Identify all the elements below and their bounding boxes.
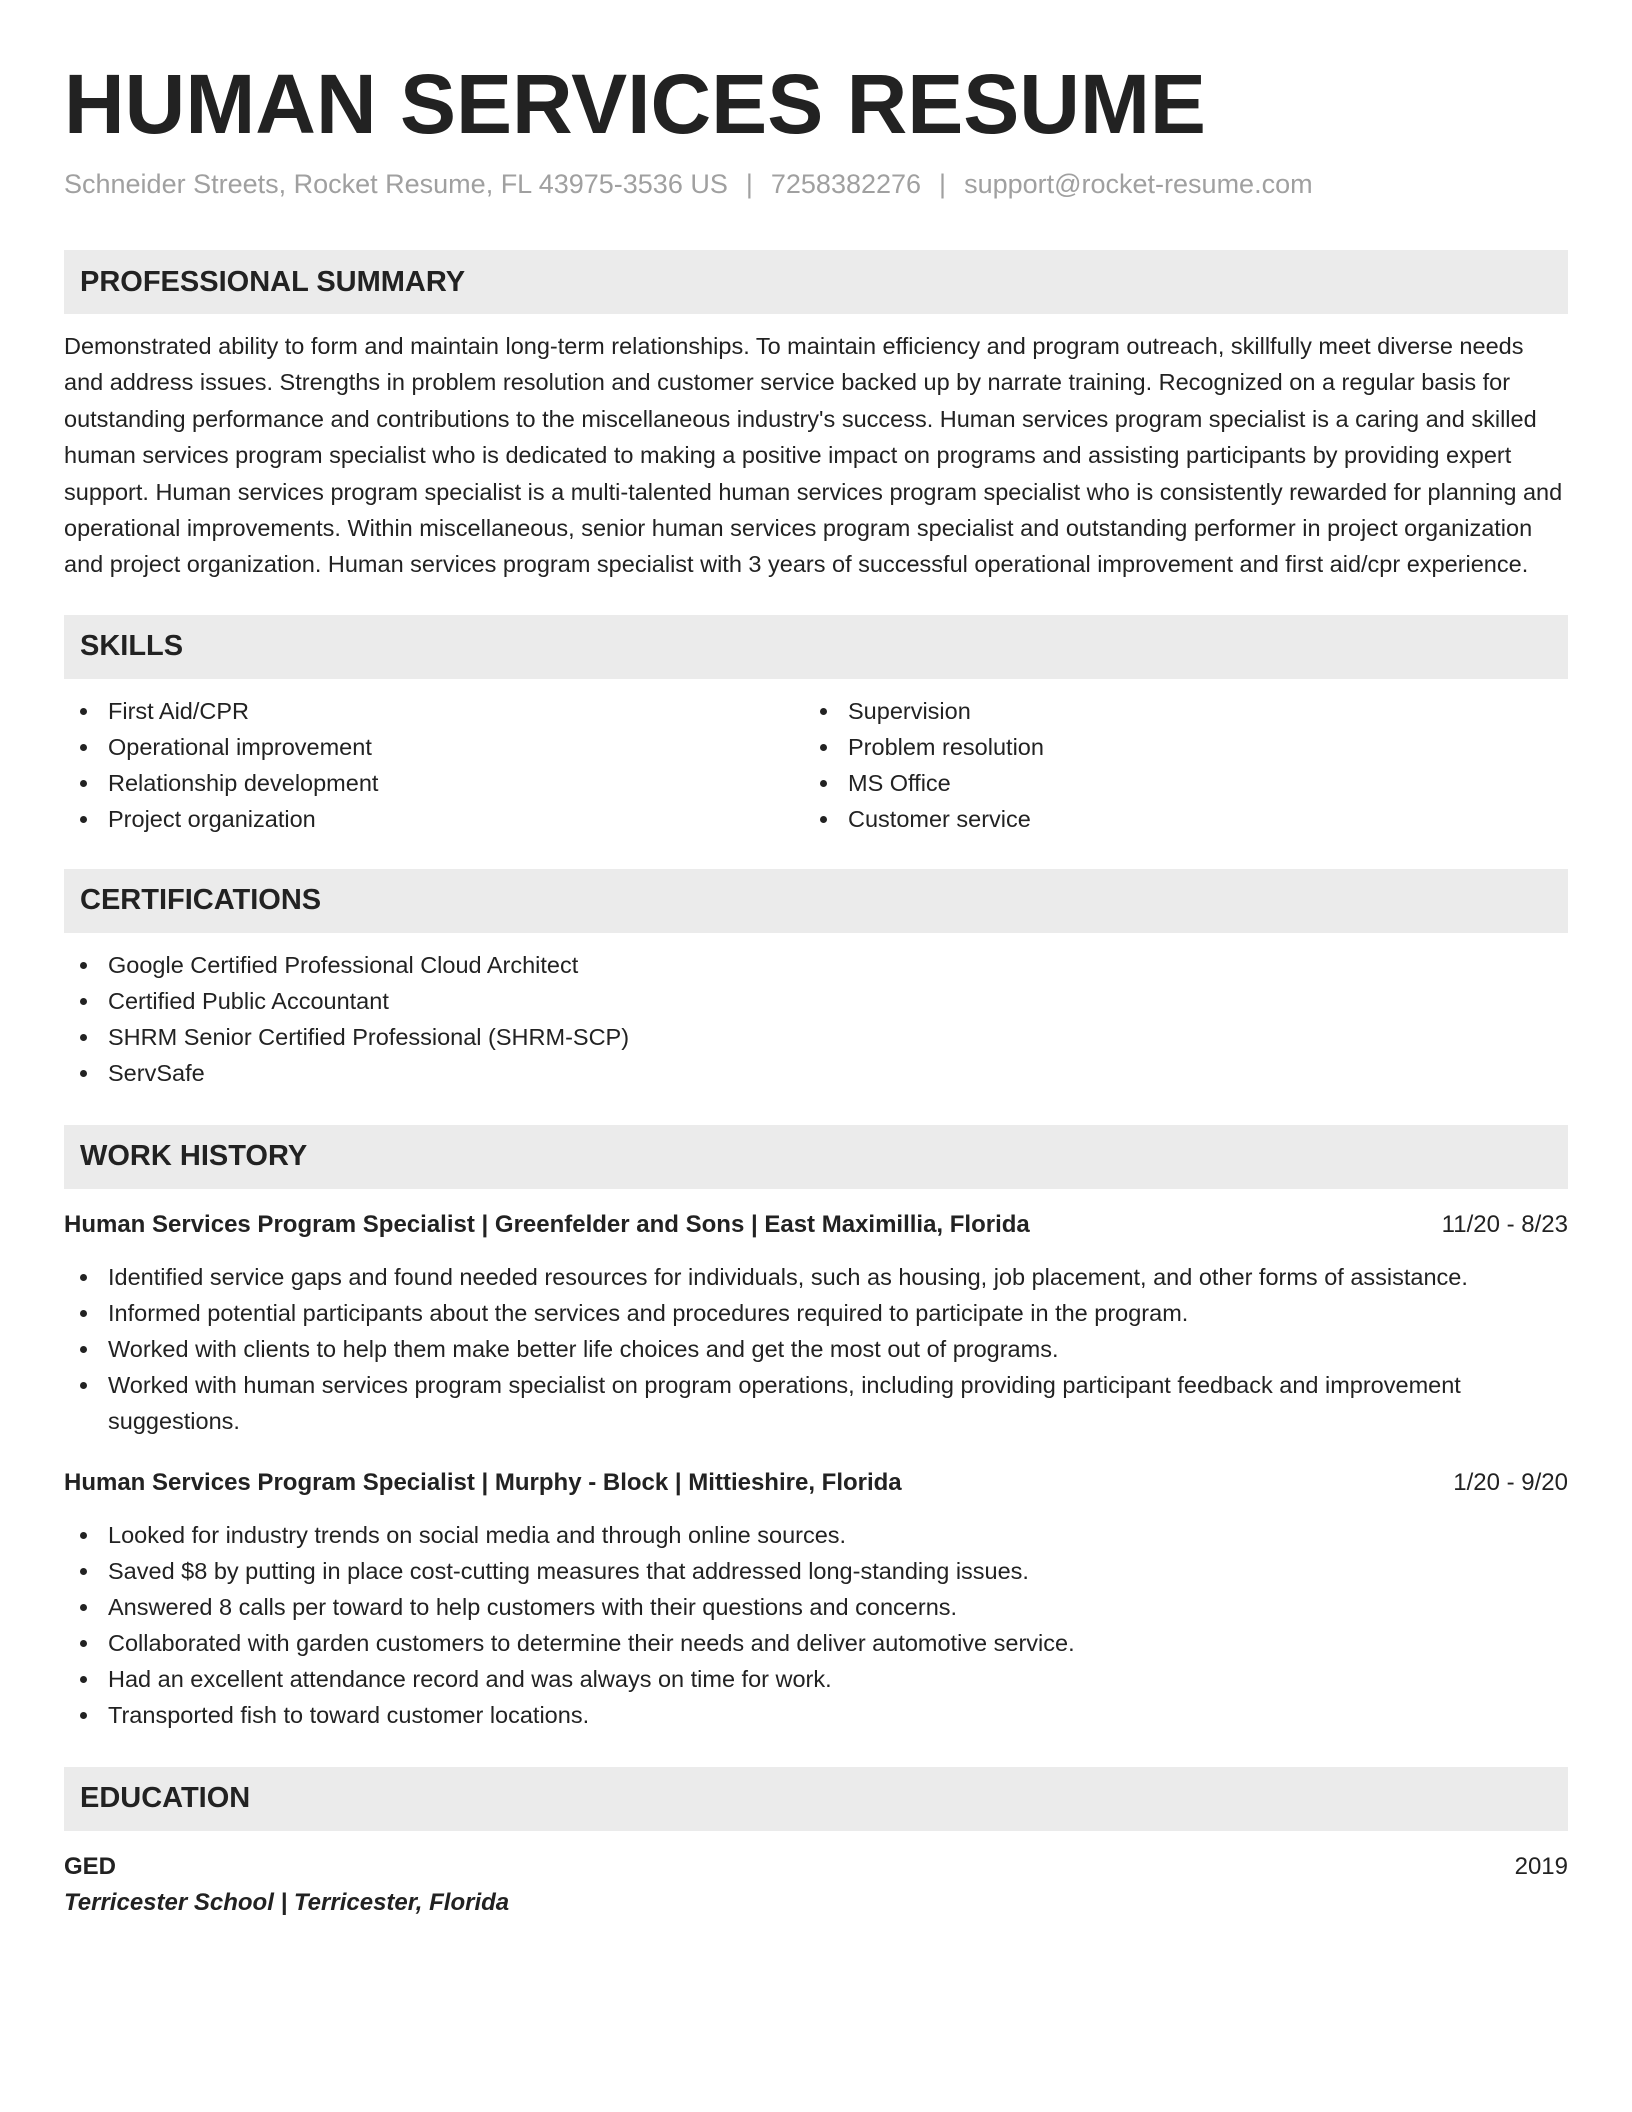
skills-column-left	[64, 693, 804, 837]
job-dates: 1/20 - 9/20	[1453, 1468, 1568, 1496]
job-bullet: Identified service gaps and found needed resources for individuals, such as housing, job placement, and other forms of assistance.	[64, 1259, 1568, 1295]
job-title: Human Services Program Specialist | Murphy - Block | Mittieshire, Florida	[64, 1468, 902, 1496]
summary-text: Demonstrated ability to form and maintain long-term relationships. To maintain efficiency and program outreach, skillfully meet diverse needs and address issues. Strengths in problem resolution and customer service backed up by narrate training. Recognized on a regular basis for outstanding performance and contributions to the miscellaneous industry's success. Human services program specialist is a caring and skilled human services program specialist who is dedicated to making a positive impact on programs and assisting participants by providing expert support. Human services program specialist is a multi-talented human services program specialist who is consistently rewarded for planning and operational improvements. Within miscellaneous, senior human services program specialist and outstanding performer in project organization and project organization. Human services program specialist with 3 years of successful operational improvement and first aid/cpr experience.	[64, 333, 1563, 578]
skill-item: Supervision	[804, 693, 1544, 729]
job-bullet: Looked for industry trends on social media and through online sources.	[64, 1517, 1568, 1553]
certification-item: SHRM Senior Certified Professional (SHRM-SCP)	[64, 1019, 1568, 1055]
education-school: Terricester School | Terricester, Florida	[64, 1888, 510, 1916]
job-bullet: Had an excellent attendance record and was always on time for work.	[64, 1661, 1568, 1697]
certification-item: Certified Public Accountant	[64, 983, 1568, 1019]
education-entry	[64, 1849, 1568, 1921]
skill-item: First Aid/CPR	[64, 693, 804, 729]
job-entry	[64, 1465, 1568, 1733]
job-header	[64, 1465, 1568, 1501]
job-bullets	[64, 1517, 1568, 1733]
education-heading: EDUCATION	[64, 1767, 1568, 1831]
job-entry	[64, 1207, 1568, 1439]
job-title: Human Services Program Specialist | Greenfelder and Sons | East Maximillia, Florida	[64, 1210, 1030, 1238]
certification-item: ServSafe	[64, 1055, 1568, 1091]
job-bullet: Answered 8 calls per toward to help customers with their questions and concerns.	[64, 1589, 1568, 1625]
job-bullet: Worked with human services program specialist on program operations, including providing participant feedback and improvement suggestions.	[64, 1367, 1568, 1439]
skills-column-right	[804, 693, 1544, 837]
contact-email: support@rocket-resume.com	[964, 169, 1313, 199]
job-bullet: Collaborated with garden customers to determine their needs and deliver automotive service.	[64, 1625, 1568, 1661]
job-bullet: Saved $8 by putting in place cost-cutting measures that addressed long-standing issues.	[64, 1553, 1568, 1589]
job-bullet: Informed potential participants about the services and procedures required to participate in the program.	[64, 1295, 1568, 1331]
job-bullet: Transported fish to toward customer locations.	[64, 1697, 1568, 1733]
certifications-list	[64, 947, 1568, 1091]
skill-item: Operational improvement	[64, 729, 804, 765]
summary-heading: PROFESSIONAL SUMMARY	[64, 250, 1568, 314]
contact-separator: |	[745, 169, 753, 199]
contact-separator: |	[939, 169, 947, 199]
job-bullet: Worked with clients to help them make better life choices and get the most out of programs.	[64, 1331, 1568, 1367]
contact-phone: 7258382276	[770, 169, 922, 199]
certifications-heading: CERTIFICATIONS	[64, 869, 1568, 933]
skill-item: Project organization	[64, 801, 804, 837]
skills-heading: SKILLS	[64, 615, 1568, 679]
skill-item: Problem resolution	[804, 729, 1544, 765]
skill-item: Customer service	[804, 801, 1544, 837]
skill-item: Relationship development	[64, 765, 804, 801]
work-history-heading: WORK HISTORY	[64, 1125, 1568, 1189]
contact-line	[64, 166, 1568, 202]
job-dates: 11/20 - 8/23	[1441, 1210, 1568, 1238]
skills-list	[64, 693, 1568, 837]
education-header	[64, 1849, 1568, 1885]
job-bullets	[64, 1259, 1568, 1439]
education-year: 2019	[1514, 1852, 1568, 1880]
education-degree: GED	[64, 1852, 117, 1880]
job-header	[64, 1207, 1568, 1243]
skill-item: MS Office	[804, 765, 1544, 801]
resume-title: HUMAN SERVICES RESUME	[64, 57, 1206, 151]
certification-item: Google Certified Professional Cloud Architect	[64, 947, 1568, 983]
contact-address: Schneider Streets, Rocket Resume, FL 43975-3536 US	[64, 169, 728, 199]
